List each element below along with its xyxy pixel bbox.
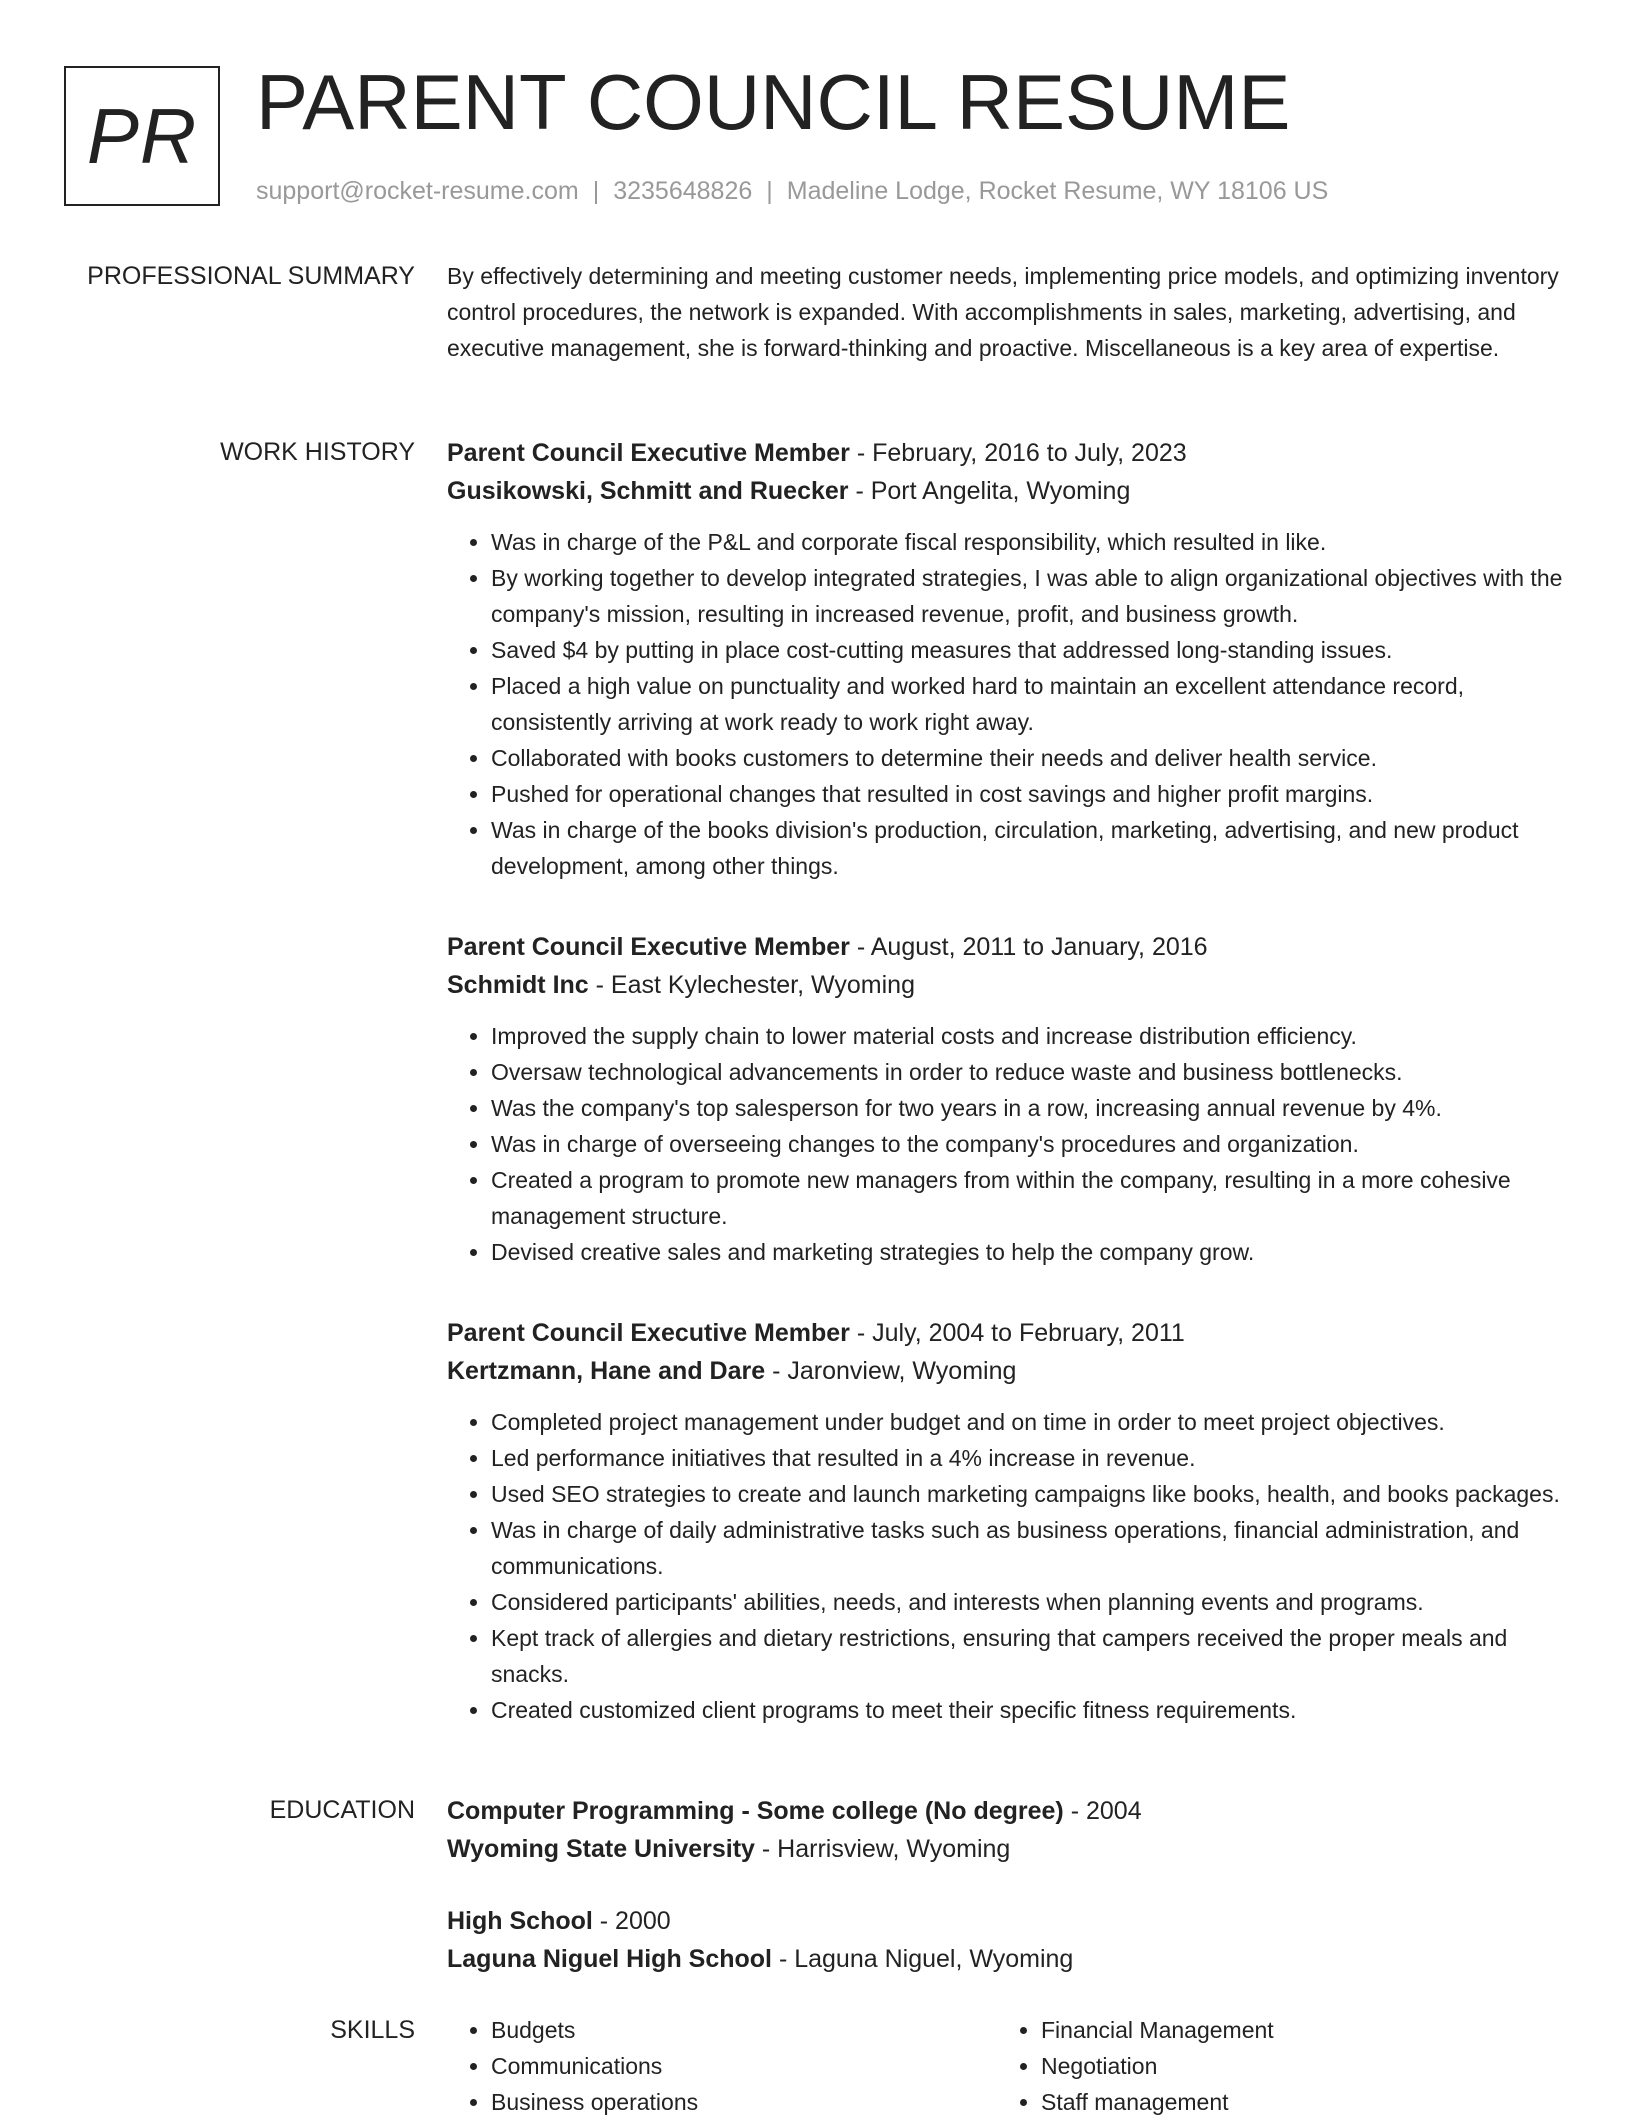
job-bullet: • Created a program to promote new managers from within the company, resulting in a more cohesive management structure. <box>491 1162 1567 1234</box>
education-year: - 2004 <box>1063 1797 1142 1825</box>
job-bullet: • Collaborated with books customers to determine their needs and deliver health service. <box>491 740 1567 776</box>
education-degree-line <box>447 1792 1567 1830</box>
job-company: Kertzmann, Hane and Dare <box>447 1357 766 1385</box>
job-location: - Port Angelita, Wyoming <box>848 477 1131 505</box>
section-label-work-history: WORK HISTORY <box>220 438 415 466</box>
education-school: Wyoming State University <box>447 1835 755 1863</box>
skill-item: • Budgets <box>491 2012 997 2048</box>
contact-separator: | <box>592 177 600 205</box>
job-dates: - July, 2004 to February, 2011 <box>849 1319 1185 1347</box>
skills-grid <box>447 2012 1567 2120</box>
job-bullet: • Was in charge of the books division's production, circulation, marketing, advertising, and new product development, among other things. <box>491 812 1567 884</box>
job-bullet: • Used SEO strategies to create and launch marketing campaigns like books, health, and books packages. <box>491 1476 1567 1512</box>
job-bullets <box>447 1404 1567 1728</box>
job-bullet: • Led performance initiatives that resulted in a 4% increase in revenue. <box>491 1440 1567 1476</box>
job-title-line <box>447 928 1567 966</box>
job-location: - Jaronview, Wyoming <box>765 1357 1017 1385</box>
job-company: Gusikowski, Schmitt and Ruecker <box>447 477 849 505</box>
job-bullets <box>447 1018 1567 1270</box>
job-entry <box>447 1314 1567 1728</box>
job-bullet: • Placed a high value on punctuality and worked hard to maintain an excellent attendance record, consistently arriving at work ready to work right away. <box>491 668 1567 740</box>
education-degree-line <box>447 1902 1567 1940</box>
education-school-line <box>447 1830 1567 1868</box>
skill-item: • Financial Management <box>1041 2012 1547 2048</box>
job-bullet: • Completed project management under budget and on time in order to meet project objectives. <box>491 1404 1567 1440</box>
skills-column-left <box>447 2012 997 2120</box>
job-company-line <box>447 472 1567 510</box>
section-label-skills: SKILLS <box>330 2016 415 2044</box>
skill-item: • Staff management <box>1041 2084 1547 2120</box>
job-bullet: • Was the company's top salesperson for two years in a row, increasing annual revenue by 4%. <box>491 1090 1567 1126</box>
job-bullet: • Pushed for operational changes that resulted in cost savings and higher profit margins. <box>491 776 1567 812</box>
contact-address: Madeline Lodge, Rocket Resume, WY 18106 US <box>786 177 1329 205</box>
contact-separator: | <box>766 177 773 205</box>
skills-column-right <box>997 2012 1547 2120</box>
job-company-line <box>447 1352 1567 1390</box>
section-label-summary: PROFESSIONAL SUMMARY <box>87 262 415 290</box>
contact-line <box>256 174 1328 208</box>
education-year: - 2000 <box>592 1907 671 1935</box>
job-bullet: • Saved $4 by putting in place cost-cutting measures that addressed long-standing issues. <box>491 632 1567 668</box>
job-title: Parent Council Executive Member <box>447 1319 850 1347</box>
job-bullet: • Devised creative sales and marketing strategies to help the company grow. <box>491 1234 1567 1270</box>
skill-item: • Business operations <box>491 2084 997 2120</box>
job-bullet: • Kept track of allergies and dietary restrictions, ensuring that campers received the proper meals and snacks. <box>491 1620 1567 1692</box>
education-entry <box>447 1792 1567 1868</box>
skill-item: • Negotiation <box>1041 2048 1547 2084</box>
job-title-line <box>447 434 1567 472</box>
job-bullet: • Was in charge of the P&L and corporate fiscal responsibility, which resulted in like. <box>491 524 1567 560</box>
job-bullet: • Was in charge of daily administrative tasks such as business operations, financial administration, and communications. <box>491 1512 1567 1584</box>
resume-title: PARENT COUNCIL RESUME <box>256 58 1291 146</box>
job-entry <box>447 434 1567 884</box>
job-bullet: • Created customized client programs to meet their specific fitness requirements. <box>491 1692 1567 1728</box>
job-company-line <box>447 966 1567 1004</box>
job-title: Parent Council Executive Member <box>447 933 850 961</box>
education-entry <box>447 1902 1567 1978</box>
education-location: - Harrisview, Wyoming <box>754 1835 1011 1863</box>
summary-text: By effectively determining and meeting customer needs, implementing price models, and optimizing inventory control procedures, the network is expanded. With accomplishments in sales, marketing, advertising, and executive management, she is forward-thinking and proactive. Miscellaneous is a key area of expertise. <box>447 263 1559 361</box>
education-school: Laguna Niguel High School <box>447 1945 772 1973</box>
education-degree: Computer Programming - Some college (No degree) <box>447 1797 1064 1825</box>
job-bullet: • Improved the supply chain to lower material costs and increase distribution efficiency. <box>491 1018 1567 1054</box>
education-school-line <box>447 1940 1567 1978</box>
job-bullet: • Oversaw technological advancements in order to reduce waste and business bottlenecks. <box>491 1054 1567 1090</box>
contact-phone[interactable]: 3235648826 <box>613 177 753 205</box>
job-title: Parent Council Executive Member <box>447 439 850 467</box>
monogram-logo: PR <box>64 66 220 206</box>
job-location: - East Kylechester, Wyoming <box>588 971 915 999</box>
job-bullets <box>447 524 1567 884</box>
job-dates: - August, 2011 to January, 2016 <box>849 933 1208 961</box>
jobs-list <box>447 434 1567 1772</box>
job-bullet: • By working together to develop integrated strategies, I was able to align organizational objectives with the company's mission, resulting in increased revenue, profit, and business growth. <box>491 560 1567 632</box>
education-location: - Laguna Niguel, Wyoming <box>772 1945 1074 1973</box>
skill-item: • Communications <box>491 2048 997 2084</box>
job-bullet: • Considered participants' abilities, needs, and interests when planning events and programs. <box>491 1584 1567 1620</box>
section-label-education: EDUCATION <box>269 1796 415 1824</box>
job-bullet: • Was in charge of overseeing changes to the company's procedures and organization. <box>491 1126 1567 1162</box>
contact-email[interactable]: support@rocket-resume.com <box>256 177 579 205</box>
job-entry <box>447 928 1567 1270</box>
job-dates: - February, 2016 to July, 2023 <box>849 439 1187 467</box>
job-title-line <box>447 1314 1567 1352</box>
job-company: Schmidt Inc <box>447 971 589 999</box>
education-degree: High School <box>447 1907 593 1935</box>
